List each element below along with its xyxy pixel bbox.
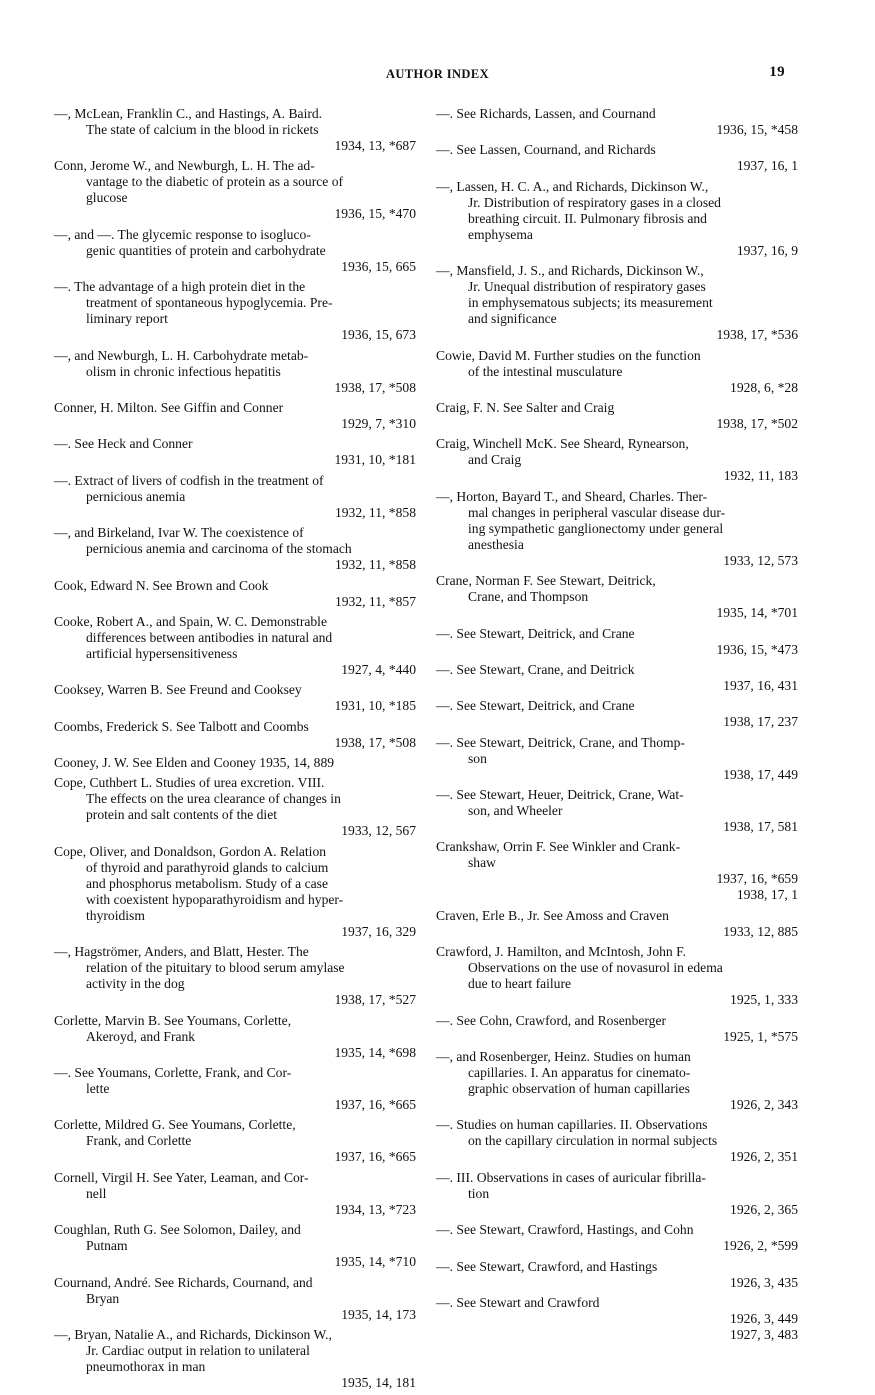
left-column (54, 106, 416, 1395)
index-entry (54, 614, 416, 678)
entry-continuation: olism in chronic infectious hepatitis (86, 363, 281, 379)
entry-reference: 1938, 17, 449 (723, 766, 798, 782)
entry-reference: 1929, 7, *310 (341, 415, 416, 431)
entry-continuation: emphysema (468, 226, 533, 242)
entry-reference: 1938, 17, 237 (723, 714, 798, 730)
entry-continuation: son (468, 750, 487, 766)
entry-reference: 1925, 1, 333 (730, 992, 798, 1008)
entry-heading: —, Lassen, H. C. A., and Richards, Dickinson W., (436, 178, 709, 194)
entry-continuation: mal changes in peripheral vascular disease dur- (468, 504, 726, 520)
index-entry (54, 944, 416, 1008)
entry-reference: 1937, 16, *665 (334, 1149, 416, 1165)
index-entry (54, 106, 416, 154)
index-entry (54, 1170, 416, 1218)
entry-heading: —, Bryan, Natalie A., and Richards, Dickinson W., (54, 1326, 332, 1342)
entry-continuation: protein and salt contents of the diet (86, 807, 278, 823)
entry-continuation: pernicious anemia (86, 488, 186, 504)
entry-reference: 1938, 17, 1 (736, 887, 798, 903)
entry-reference: 1936, 15, *458 (716, 122, 798, 137)
entry-reference: 1933, 12, 567 (341, 823, 416, 839)
entry-heading: —. See Cohn, Crawford, and Rosenberger (436, 1012, 667, 1028)
index-entry (436, 839, 798, 903)
page-number: 19 (769, 64, 785, 80)
entry-reference: 1935, 14, 173 (341, 1306, 416, 1322)
entry-continuation: liminary report (86, 311, 168, 327)
index-entry (436, 1222, 798, 1254)
entry-reference: 1926, 2, 365 (730, 1201, 798, 1217)
entry-reference: 1937, 16, 9 (736, 242, 798, 258)
entry-continuation: The effects on the urea clearance of changes in (86, 791, 341, 807)
entry-heading: —. See Stewart, Deitrick, and Crane (436, 625, 635, 641)
index-entry (436, 106, 798, 138)
index-entry (436, 944, 798, 1008)
entry-reference: 1937, 16, 329 (341, 923, 416, 939)
entry-reference: 1926, 2, 343 (730, 1097, 798, 1113)
entry-heading: —. See Stewart, Crawford, and Hastings (436, 1258, 658, 1274)
entry-continuation: graphic observation of human capillaries (468, 1081, 690, 1097)
index-entry (436, 1295, 798, 1343)
entry-reference: 1932, 11, *858 (334, 504, 416, 520)
index-entry (54, 525, 416, 573)
entry-continuation: Bryan (86, 1290, 120, 1306)
entry-heading: Craig, Winchell McK. See Sheard, Rynearson, (436, 436, 689, 452)
entry-continuation: thyroidism (86, 907, 145, 923)
index-entry (54, 775, 416, 839)
index-entry (436, 348, 798, 396)
entry-reference: 1938, 17, *527 (334, 992, 416, 1008)
entry-heading: Cope, Cuthbert L. Studies of urea excretion. VIII. (54, 775, 325, 791)
entry-reference: 1936, 15, *470 (334, 206, 416, 222)
entry-reference: 1936, 15, 665 (341, 258, 416, 274)
index-entry (54, 348, 416, 396)
entry-continuation: and phosphorus metabolism. Study of a case (86, 875, 329, 891)
entry-reference: 1937, 16, 431 (723, 677, 798, 693)
running-title: AUTHOR INDEX (385, 67, 490, 81)
entry-continuation: Jr. Unequal distribution of respiratory gases (468, 279, 706, 295)
entry-heading: Cooksey, Warren B. See Freund and Cooksey (54, 682, 302, 698)
entry-continuation: anesthesia (468, 536, 524, 552)
entry-continuation: tion (468, 1185, 490, 1201)
entry-continuation: of thyroid and parathyroid glands to calcium (86, 859, 329, 875)
entry-reference: 1932, 11, *857 (334, 593, 416, 609)
entry-heading: —, and —. The glycemic response to isogluco- (54, 226, 311, 242)
entry-reference: 1933, 12, 885 (723, 923, 798, 939)
entry-reference: 1937, 16, *665 (334, 1097, 416, 1113)
entry-reference: 1936, 15, 673 (341, 327, 416, 343)
entry-heading: —, and Rosenberger, Heinz. Studies on human (436, 1049, 691, 1065)
page-header (30, 64, 845, 84)
entry-heading: Cornell, Virgil H. See Yater, Leaman, and Cor- (54, 1169, 309, 1185)
index-entry (436, 1117, 798, 1165)
entry-reference: 1935, 14, 181 (341, 1374, 416, 1390)
index-entry (436, 1049, 798, 1113)
entry-reference: 1935, 14, *710 (334, 1254, 416, 1270)
entry-continuation: pneumothorax in man (86, 1358, 206, 1374)
entry-continuation: Frank, and Corlette (86, 1133, 192, 1149)
entry-reference: 1926, 2, *599 (723, 1238, 798, 1254)
index-entry (54, 682, 416, 714)
index-entry (436, 179, 798, 259)
index-entry (54, 473, 416, 521)
index-entry (436, 142, 798, 174)
index-entry (54, 1327, 416, 1391)
entry-reference: 1935, 14, *701 (716, 605, 798, 621)
entry-reference: 1936, 15, *473 (716, 641, 798, 657)
entry-continuation: capillaries. I. An apparatus for cinemato- (468, 1065, 691, 1081)
index-entry (54, 719, 416, 751)
entry-reference: 1938, 17, *508 (334, 379, 416, 395)
entry-heading: —. See Stewart, Deitrick, and Crane (436, 698, 635, 714)
entry-continuation: breathing circuit. II. Pulmonary fibrosis and (468, 210, 707, 226)
entry-reference: 1937, 16, *659 (716, 871, 798, 887)
index-entry (54, 578, 416, 610)
entry-heading: —. Extract of livers of codfish in the treatment of (54, 472, 324, 488)
entry-reference: 1927, 4, *440 (341, 661, 416, 677)
entry-reference: 1934, 13, *723 (334, 1201, 416, 1217)
entry-reference: 1926, 2, 351 (730, 1149, 798, 1165)
entry-heading: Crankshaw, Orrin F. See Winkler and Crank- (436, 839, 681, 855)
entry-continuation: artificial hypersensitiveness (86, 645, 238, 661)
entry-reference: 1933, 12, 573 (723, 552, 798, 568)
entry-continuation: shaw (468, 855, 496, 871)
entry-reference: 1931, 10, *181 (334, 452, 416, 468)
index-entry (54, 1275, 416, 1323)
index-entry (436, 1013, 798, 1045)
index-entry (436, 400, 798, 432)
entry-continuation: son, and Wheeler (468, 803, 563, 819)
entry-continuation: Jr. Cardiac output in relation to unilateral (86, 1342, 310, 1358)
index-entry (54, 400, 416, 432)
index-entry (54, 1065, 416, 1113)
entry-heading: Conn, Jerome W., and Newburgh, L. H. The ad- (54, 158, 315, 174)
entry-continuation: relation of the pituitary to blood serum amylase (86, 960, 345, 976)
entry-reference: 1934, 13, *687 (334, 138, 416, 153)
entry-reference: 1928, 6, *28 (730, 379, 798, 395)
index-entry (436, 1170, 798, 1218)
index-entry (436, 489, 798, 569)
index-entry (54, 158, 416, 222)
entry-reference: 1937, 16, 1 (736, 158, 798, 174)
index-entry (436, 436, 798, 484)
entry-heading: Cowie, David M. Further studies on the function (436, 347, 701, 363)
index-entry (436, 908, 798, 940)
entry-continuation: in emphysematous subjects; its measurement (468, 295, 713, 311)
entry-continuation: on the capillary circulation in normal subjects (468, 1133, 718, 1149)
entry-heading: Cope, Oliver, and Donaldson, Gordon A. Relation (54, 843, 327, 859)
entry-heading: Corlette, Mildred G. See Youmans, Corlette, (54, 1117, 296, 1133)
entry-heading: Conner, H. Milton. See Giffin and Conner (54, 399, 284, 415)
right-column (436, 106, 798, 1347)
index-entry (54, 1117, 416, 1165)
index-entry (54, 1222, 416, 1270)
entry-continuation: and Craig (468, 452, 522, 468)
entry-heading: —. See Youmans, Corlette, Frank, and Cor- (54, 1065, 292, 1081)
entry-heading: Crawford, J. Hamilton, and McIntosh, John F. (436, 944, 686, 960)
entry-heading: —. See Lassen, Cournand, and Richards (436, 142, 656, 158)
entry-heading: —, McLean, Franklin C., and Hastings, A. Baird. (54, 106, 323, 121)
entry-heading: Cournand, André. See Richards, Cournand, and (54, 1274, 313, 1290)
entry-heading: —, Hagströmer, Anders, and Blatt, Hester. The (54, 944, 309, 960)
entry-continuation: and significance (468, 311, 557, 327)
entry-reference: 1926, 3, 435 (730, 1274, 798, 1290)
entry-continuation: differences between antibodies in natural and (86, 629, 333, 645)
entry-continuation: with coexistent hypoparathyroidism and hyper- (86, 891, 344, 907)
entry-heading: Crane, Norman F. See Stewart, Deitrick, (436, 573, 656, 589)
entry-heading: —. See Stewart, Deitrick, Crane, and Thomp- (436, 734, 685, 750)
entry-heading: —. See Stewart, Crane, and Deitrick (436, 661, 635, 677)
entry-heading: —. See Stewart, Crawford, Hastings, and Cohn (436, 1222, 694, 1238)
entry-continuation: lette (86, 1081, 110, 1097)
entry-reference: 1925, 1, *575 (723, 1028, 798, 1044)
entry-heading: —, Horton, Bayard T., and Sheard, Charles. Ther- (436, 488, 708, 504)
entry-continuation: ing sympathetic ganglionectomy under general (468, 520, 724, 536)
entry-heading: —, and Birkeland, Ivar W. The coexistence of (54, 525, 304, 541)
entry-reference: 1938, 17, *502 (716, 415, 798, 431)
entry-reference: 1931, 10, *185 (334, 698, 416, 714)
entry-heading: —. See Stewart, Heuer, Deitrick, Crane, Wat- (436, 787, 684, 803)
index-entry (54, 844, 416, 940)
entry-continuation: vantage to the diabetic of protein as a source of (86, 174, 344, 190)
entry-reference: 1938, 17, *536 (716, 327, 798, 343)
entry-heading: Cooney, J. W. See Elden and Cooney 1935, 14, 889 (54, 755, 335, 771)
entry-reference: 1927, 3, 483 (730, 1326, 798, 1342)
entry-reference: 1926, 3, 449 (730, 1310, 798, 1326)
entry-heading: —. See Stewart and Crawford (436, 1294, 600, 1310)
index-entry (436, 735, 798, 783)
entry-continuation: treatment of spontaneous hypoglycemia. Pre- (86, 295, 333, 311)
entry-heading: —. III. Observations in cases of auricular fibrilla- (436, 1169, 706, 1185)
index-entry (436, 1259, 798, 1291)
entry-continuation: Putnam (86, 1238, 128, 1254)
entry-continuation: Jr. Distribution of respiratory gases in a closed (468, 194, 721, 210)
index-entry (436, 263, 798, 343)
index-entry (436, 698, 798, 730)
entry-heading: —, Mansfield, J. S., and Richards, Dickinson W., (436, 263, 704, 279)
entry-heading: Cook, Edward N. See Brown and Cook (54, 577, 269, 593)
entry-heading: Coughlan, Ruth G. See Solomon, Dailey, and (54, 1222, 301, 1238)
entry-reference: 1935, 14, *698 (334, 1044, 416, 1060)
entry-continuation: of the intestinal musculature (468, 363, 623, 379)
index-entry (54, 227, 416, 275)
entry-continuation: genic quantities of protein and carbohydrate (86, 242, 326, 258)
entry-continuation: pernicious anemia and carcinoma of the stomach (86, 541, 352, 557)
entry-continuation: activity in the dog (86, 976, 185, 992)
entry-continuation: The state of calcium in the blood in rickets (86, 122, 319, 137)
index-entry (436, 573, 798, 621)
entry-reference: 1938, 17, 581 (723, 819, 798, 835)
entry-heading: Craven, Erle B., Jr. See Amoss and Craven (436, 907, 669, 923)
index-entry (54, 279, 416, 343)
index-entry (54, 755, 416, 771)
entry-reference: 1938, 17, *508 (334, 734, 416, 750)
entry-heading: Craig, F. N. See Salter and Craig (436, 399, 615, 415)
entry-continuation: nell (86, 1185, 107, 1201)
entry-heading: —. See Richards, Lassen, and Cournand (436, 106, 656, 121)
entry-heading: Cooke, Robert A., and Spain, W. C. Demonstrable (54, 613, 327, 629)
entry-heading: —. See Heck and Conner (54, 436, 193, 452)
index-entry (54, 436, 416, 468)
entry-heading: Corlette, Marvin B. See Youmans, Corlette, (54, 1012, 292, 1028)
entry-heading: —. Studies on human capillaries. II. Observations (436, 1117, 708, 1133)
entry-continuation: glucose (86, 190, 128, 206)
entry-continuation: Observations on the use of novasurol in edema (468, 960, 723, 976)
index-entry (436, 662, 798, 694)
entry-continuation: due to heart failure (468, 976, 572, 992)
entry-heading: Coombs, Frederick S. See Talbott and Coombs (54, 718, 309, 734)
index-entry (436, 787, 798, 835)
entry-heading: —. The advantage of a high protein diet in the (54, 279, 306, 295)
index-entry (54, 1013, 416, 1061)
entry-continuation: Akeroyd, and Frank (86, 1028, 196, 1044)
entry-heading: —, and Newburgh, L. H. Carbohydrate metab- (54, 347, 309, 363)
entry-reference: 1932, 11, *858 (334, 557, 416, 573)
entry-reference: 1932, 11, 183 (723, 468, 798, 484)
entry-continuation: Crane, and Thompson (468, 589, 589, 605)
index-entry (436, 626, 798, 658)
